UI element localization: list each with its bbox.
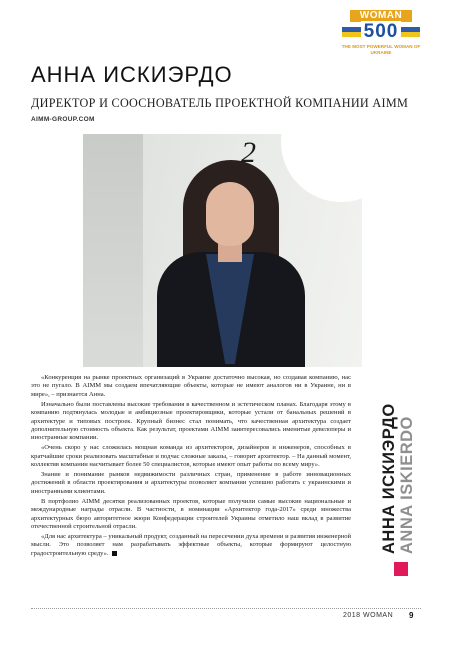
article-paragraph-text: «Для нас архитектура – уникальный продукт, созданный на пересечении духа времени и развития инженерной мысли. Это позволяет нам разрабатывать эффектные объекты, которые формируют целостную градостроительную среду». bbox=[31, 532, 351, 557]
logo-woman-label: WOMAN bbox=[350, 10, 412, 22]
page-number: 9 bbox=[409, 611, 414, 620]
article-body bbox=[31, 374, 351, 560]
article-paragraph: В портфолио AIMM десятки реализованных проектов, которые получили самые высокие национальные и международные награды отрасли. В частности, в номинации «Архитектор года-2017» среди множества архитектурных бюро авторитетное жюри Конфедерации строителей Украины отметило наш вклад в развитие отечественной строительной отрасли. bbox=[31, 497, 351, 530]
article-paragraph: «Конкуренция на рынке проектных организаций в Украине достаточно высокая, но создавая компанию, нас это не пугало. В AIMM мы создаем впечатляющие объекты, которые не имеют аналогов ни в Украине, ни в мире», – признается Анна. bbox=[31, 374, 351, 398]
woman-500-logo bbox=[336, 8, 426, 60]
person-role: ДИРЕКТОР И СООСНОВАТЕЛЬ ПРОЕКТНОЙ КОМПАНИИ AIMM bbox=[31, 96, 409, 110]
person-face bbox=[206, 182, 254, 246]
article-paragraph: Знание и понимание рынков недвижимости различных стран, применение в работе инновационных достижений в области проектирования и архитектуры позволяет компании успешно работать с украинскими и иностранными клиентами. bbox=[31, 470, 351, 495]
footer-label: 2018 WOMAN bbox=[343, 612, 394, 619]
article-paragraph-last bbox=[31, 533, 351, 558]
accent-square bbox=[394, 562, 408, 576]
article-paragraph: «Очень скоро у нас сложилась мощная команда из архитекторов, дизайнеров и инженеров, способных в кратчайшие сроки реализовать масштабные и подчас сложные заказы, – говорит архитектор. – На данный момент, коллектив компании насчитывает более 50 специалистов, которые имеют опыт работы по всему миру». bbox=[31, 444, 351, 469]
footer-divider bbox=[31, 608, 421, 609]
page-title-name: АННА ИСКИЭРДО bbox=[31, 62, 233, 87]
portrait-photo bbox=[83, 134, 362, 367]
vertical-name-ru: АННА ИСКИЭРДО bbox=[380, 403, 398, 554]
rank-number: 2 bbox=[241, 136, 256, 169]
end-mark-icon bbox=[112, 551, 117, 556]
article-paragraph: Изначально были поставлены высокие требования в качественном и эстетическом планах. Благодаря этому в компанию подтянулась молодые и амбициозные проектировщики, которые устали от банальных решений в архитектуре и типовых построек. Крупный бизнес стал понимать, что качественная архитектура создает дополнительную стоимость объекта. Как результат, проектами AIMM заинтересовались именитые девелоперы и иностранные компании. bbox=[31, 400, 351, 442]
logo-subtitle: THE MOST POWERFUL WOMAN OF UKRAINE bbox=[341, 44, 421, 55]
rank-circle bbox=[281, 134, 362, 202]
logo-number: 500 bbox=[336, 21, 426, 43]
company-website: AIMM-GROUP.COM bbox=[31, 116, 95, 123]
vertical-name-en: ANNA ISKIERDO bbox=[398, 416, 416, 554]
photo-background-shape bbox=[83, 134, 143, 367]
